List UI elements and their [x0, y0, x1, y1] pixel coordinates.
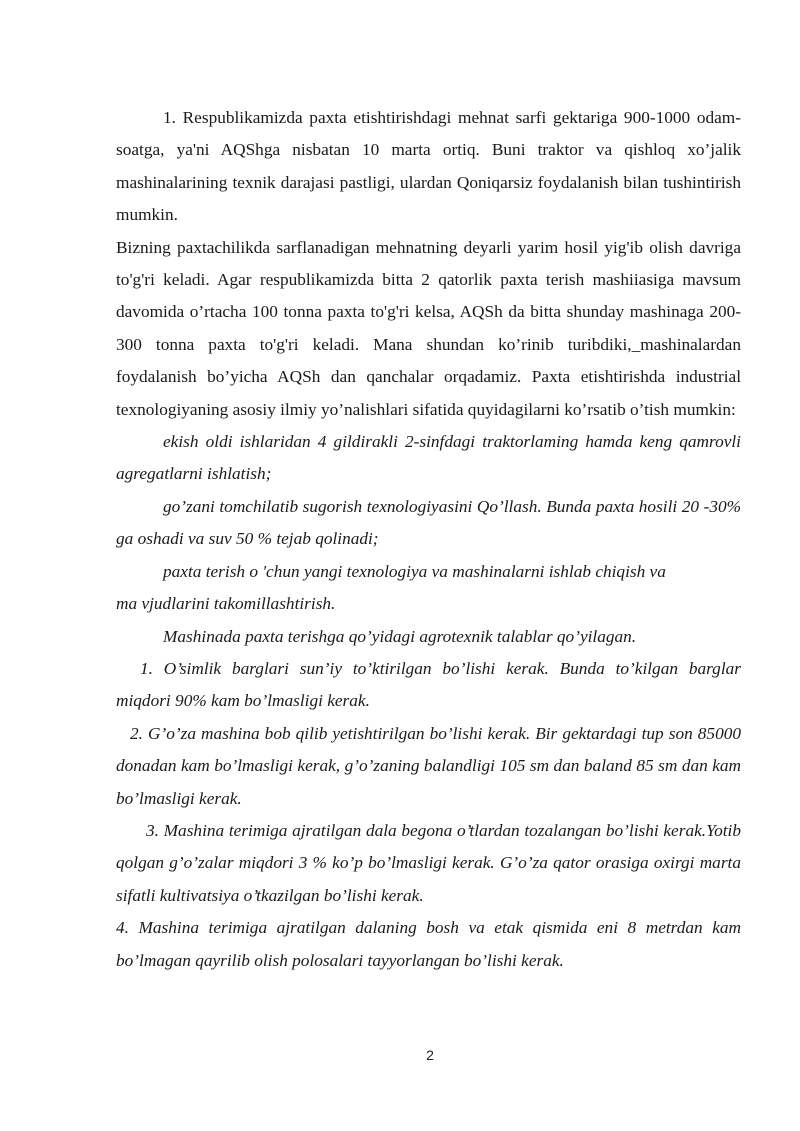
list-item-irrigation: go’zani tomchilatib sugorish texnologiyasini Qo’llash. Bunda paxta hosili 20 -30% ga oshadi va suv 50 % tejab qolinadi;: [116, 496, 741, 549]
requirement-1: 1. O’simlik barglari sun’iy to’ktirilgan bo’lishi kerak. Bunda to’kilgan barglar miqdori 90% kam bo’lmasligi kerak.: [116, 658, 741, 711]
paragraph-2: Bizning paxtachilikda sarflanadigan mehnatning deyarli yarim hosil yig'ib olish davriga to'g'ri keladi. Agar respublikamizda bitta 2 qatorlik paxta terish mashiiasiga mavsum davomida o’rtacha 100 tonna paxta to'g'ri kelsa, AQSh da bitta shunday mashinaga 200-300 tonna paxta to'g'ri keladi. Mana shundan ko’rinib turibdiki,_mashinalardan foydalanish bo’yicha AQSh dan qanchalar orqadamiz. Paxta etishtirishda industrial texnologiyaning asosiy ilmiy yo’nalishlari sifatida quyidagilarni ko’rsatib o’tish mumkin:: [116, 237, 741, 419]
list-item-harvesting-cont: ma vjudlarini takomillashtirish.: [116, 594, 336, 614]
requirements-heading: Mashinada paxta terishga qo’yidagi agrotexnik talablar qo’yilagan.: [163, 626, 637, 646]
page-number: 2: [426, 1047, 434, 1063]
list-item-harvesting: paxta terish o 'chun yangi texnologiya va mashinalarni ishlab chiqish va: [163, 561, 666, 581]
list-item-planting: ekish oldi ishlaridan 4 gildirakli 2-sinfdagi traktorlaming hamda keng qamrovli agregatlarni ishlatish;: [116, 432, 741, 484]
body-text: [116, 102, 741, 977]
requirement-2: 2. G’o’za mashina bob qilib yetishtirilgan bo’lishi kerak. Bir gektardagi tup son 85000 donadan kam bo’lmasligi kerak, g’o’zaning balandligi 105 sm dan baland 85 sm dan kam bo’lmasligi kerak.: [116, 723, 741, 808]
paragraph-1: 1. Respublikamizda paxta etishtirishdagi mehnat sarfi gektariga 900-1000 odam-soatga, ya'ni AQShga nisbatan 10 marta ortiq. Buni traktor va qishloq xo’jalik mashinalarining texnik darajasi pastligi, ulardan Qoniqarsiz foydalanish bilan tushintirish mumkin.: [116, 108, 741, 225]
requirement-4: 4. Mashina terimiga ajratilgan dalaning bosh va etak qismida eni 8 metrdan kam bo’lmagan qayrilib olish polosalari tayyorlangan bo’lishi kerak.: [116, 918, 741, 970]
requirement-3: 3. Mashina terimiga ajratilgan dala begona o’tlardan tozalangan bo’lishi kerak.Yotib qolgan g’o’zalar miqdori 3 % ko’p bo’lmasligi kerak. G’o’za qator orasiga oxirgi marta sifatli kultivatsiya o’tkazilgan bo’lishi kerak.: [116, 820, 741, 905]
